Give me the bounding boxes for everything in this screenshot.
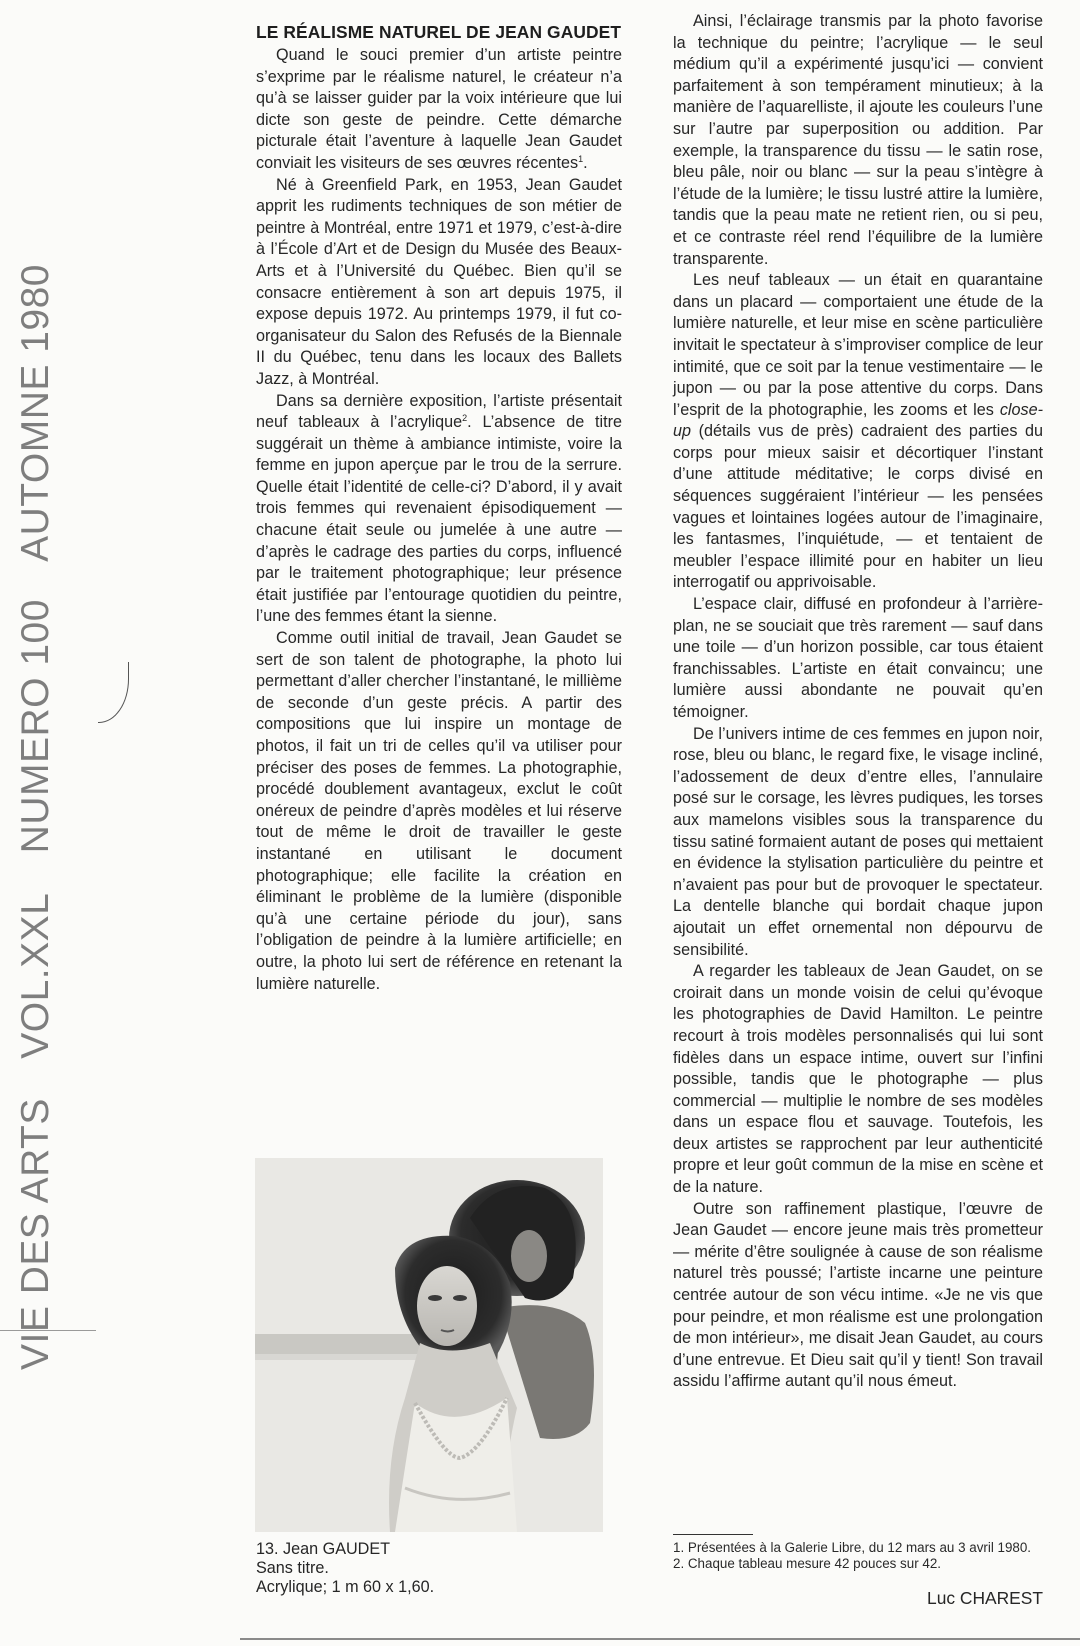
paragraph: A regarder les tableaux de Jean Gaudet, on se croirait dans un monde voisin de celui qu’évoque les photographies de David Hamilton. Le peintre recourt à trois modèles personnalisés qui lui sont fidèles dans un espace intime, ouvert sur l’infini possible, tandis que le photographe — plus commercial — multiplie le nombre de ses modèles dans un espace flou et sauvage. Toutefois, les deux artistes se rapprochent par leur authenticité propre et leur goût commun de la mise en scène et de la nature. bbox=[673, 962, 1043, 1197]
caption-artist: 13. Jean GAUDET bbox=[256, 1540, 391, 1558]
paragraph: Comme outil initial de travail, Jean Gaudet se sert de son talent de photographe, la photo lui permettant d’aller chercher l’instantané, le millième de seconde d’un geste précis. A partir des compositions que lui inspire un montage de photos, il fait un tri de celles qu’il va utiliser pour préciser des poses de femmes. La photographie, procédé doublement avantageux, exclut le coût onéreux de peindre d’après modèles et lui réserve tout de même le droit de travailler le geste instantané en utilisant le document photographique; elle facilite la création en éliminant le problème de la lumière (disponible qu’à une certaine période du jour), sans l’obligation de peindre à la lumière artificielle; en outre, la photo lui sert de référence en retenant la lumière naturelle. bbox=[256, 629, 622, 993]
pen-mark bbox=[98, 662, 129, 723]
article-column-left bbox=[256, 18, 622, 995]
margin-rule bbox=[0, 1330, 96, 1331]
spine-issue-number: NUMERO 100 bbox=[14, 599, 57, 854]
footnote-ref[interactable]: 2 bbox=[462, 413, 468, 424]
paragraph: Outre son raffinement plastique, l’œuvre de Jean Gaudet — encore jeune mais très prometteur — mérite d’être soulignée à cause de son réalisme naturel très poussé; l’artiste incarne une peinture centrée autour de son vécu intime. «Je ne vis que pour peindre, et mon réalisme est une prolongation de mon intérieur», me disait Jean Gaudet, au cours d’une entrevue. Et Dieu sait qu’il y tient! Son travail assidu l’affirme autant qu’il nous émeut. bbox=[673, 1199, 1043, 1391]
magazine-spine-label bbox=[14, 264, 58, 1370]
spine-volume: VOL.XXL bbox=[14, 892, 57, 1059]
paragraph: Né à Greenfield Park, en 1953, Jean Gaudet apprit les rudiments techniques de son métier de peintre à Montréal, entre 1971 et 1979, c’est-à-dire à l’École d’Art et de Design du Musée des Beaux-Arts et à l’Université du Québec. Bien qu’il se consacre entièrement à son art depuis 1975, il expose depuis 1972. Au printemps 1979, il fut co-organisateur du Salon des Refusés de la Biennale II du Québec, tenu dans les locaux des Ballets Jazz, à Montréal. bbox=[256, 175, 622, 388]
page-bottom-rule bbox=[240, 1638, 1080, 1640]
article-title: LE RÉALISME NATUREL DE JEAN GAUDET bbox=[256, 22, 622, 42]
figure-caption bbox=[256, 1540, 434, 1597]
paragraph: Les neuf tableaux — un était en quarantaine dans un placard — comportaient une étude de la lumière naturelle, et leur mise en scène particulière invitait le spectateur à s’improviser complice de leur intimité, que ce soit par la tenue vestimentaire — le jupon — ou par la pose attentive du corps. Dans l’esprit de la photographie, les zooms et les close-up (détails vus de près) cadraient des parties du corps pour mieux saisir et décortiquer l’instant d’une attitude méditative; le corps divisé en séquences suggéraient l’intérieur — les pensées vagues et lointaines logées autour de l’imaginaire, les fantasmes, l’inquiétude, — et tentaient de meubler l’espace illimité pour en habiter un lieu interrogatif ou apprivoisable. bbox=[673, 271, 1043, 592]
artwork-reproduction bbox=[255, 1158, 603, 1532]
article-column-right bbox=[673, 11, 1043, 1393]
footnote-2: 2. Chaque tableau mesure 42 pouces sur 42. bbox=[673, 1556, 941, 1571]
caption-medium: Acrylique; 1 m 60 x 1,60. bbox=[256, 1578, 435, 1596]
footnotes bbox=[673, 1540, 1045, 1572]
painting-illustration bbox=[255, 1158, 603, 1532]
footnote-1: 1. Présentées à la Galerie Libre, du 12 mars au 3 avril 1980. bbox=[673, 1540, 1032, 1555]
paragraph: L’espace clair, diffusé en profondeur à l’arrière-plan, ne se souciait que très rarement — sauf dans une toile — d’un horizon possible, car tous étaient franchissables. L’artiste en était convaincu; une lumière aussi abondante ne pouvait qu’en témoigner. bbox=[673, 595, 1043, 721]
italic-term: close-up bbox=[673, 400, 1043, 441]
spine-magazine-name: VIE DES ARTS bbox=[14, 1098, 57, 1370]
footnote-ref[interactable]: 1 bbox=[578, 153, 584, 164]
paragraph: Ainsi, l’éclairage transmis par la photo favorise la technique du peintre; l’acrylique — le seul médium qu’il a expérimenté jusqu’ici — convient parfaitement à son tempérament minutieux; à la manière de l’aquarelliste, il ajoute les couleurs l’une sur l’autre par superposition ou addition. Par exemple, la transparence du tissu — le satin rose, bleu pâle, noir ou blanc — sur la peau s’intègre à l’étude de la lumière; le tissu lustré attire la lumière, tandis que la peau mate ne retient rien, ou si peu, et ce contraste réel rend l’équilibre de la lumière transparente. bbox=[673, 12, 1043, 268]
footnotes-rule bbox=[673, 1534, 753, 1535]
paragraph: Dans sa dernière exposition, l’artiste présentait neuf tableaux à l’acrylique$^2$. L’absence de titre suggérait un thème à ambiance intimiste, voire la femme en jupon aperçue par le trou de la serrure. Quelle était l’identité de celle-ci? D’abord, il y avait trois femmes qui revenaient épisodiquement — chacune était seule ou jumelée à une autre — d’après le cadrage des parties du corps, influencé par le traitement photographique; leur présence était justifiée par l’entourage quotidien du peintre, l’une des femmes étant la sienne. bbox=[256, 391, 622, 626]
paragraph: De l’univers intime de ces femmes en jupon noir, rose, bleu ou blanc, le regard fixe, le visage incliné, l’adossement de deux d’entre elles, l’annulaire posé sur le corsage, les lèvres pudiques, les torses aux mamelons visibles sous la transparence du tissu satiné formaient autant de poses qui mettaient en évidence la stylisation particulière du peintre et n’avaient pas pour but de provoquer le spectateur. La dentelle blanche qui bordait chaque jupon ajoutait un effet ornemental non dépourvu de sensibilité. bbox=[673, 724, 1043, 959]
article-author: Luc CHAREST bbox=[927, 1588, 1043, 1608]
caption-title: Sans titre. bbox=[256, 1559, 329, 1577]
spine-season: AUTOMNE 1980 bbox=[14, 264, 57, 562]
paragraph: Quand le souci premier d’un artiste peintre s’exprime par le réalisme naturel, le créateur n’a qu’à se laisser guider par la voix intérieure que lui dicte son geste de peindre. Cette démarche picturale était l’aventure à laquelle Jean Gaudet conviait les visiteurs de ses œuvres récentes$^1$. bbox=[256, 46, 622, 172]
